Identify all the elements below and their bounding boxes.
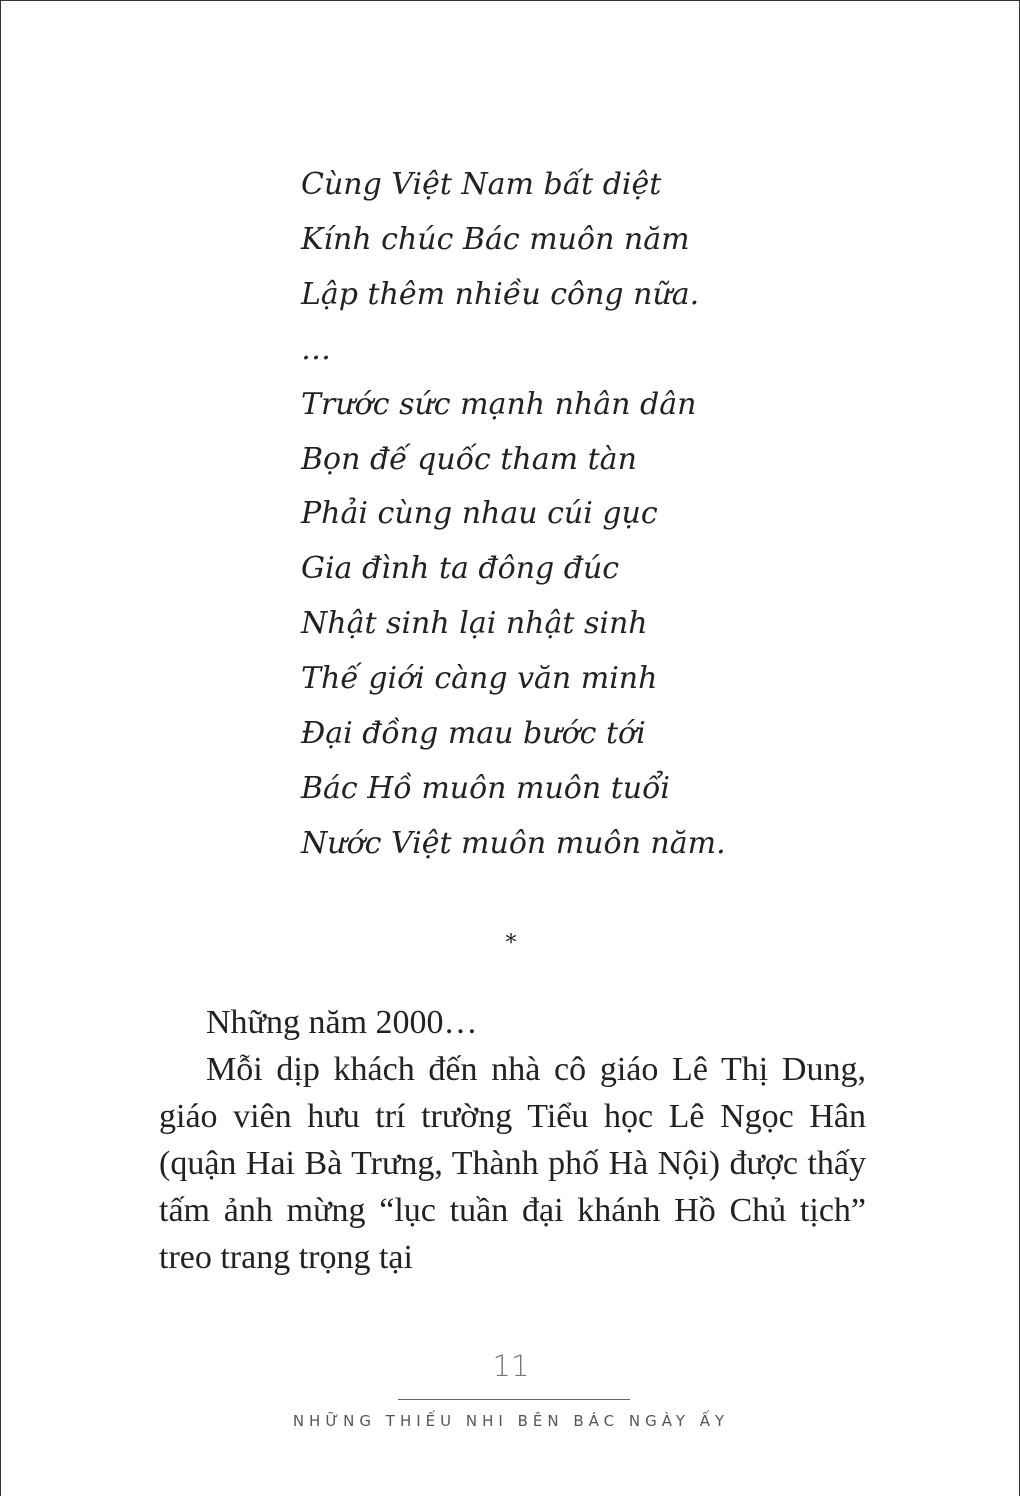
poem-line: Thế giới càng văn minh xyxy=(301,661,658,697)
body-text xyxy=(159,999,866,1281)
poem-line: Gia đình ta đông đúc xyxy=(301,551,620,587)
running-footer-title: NHỮNG THIẾU NHI BÊN BÁC NGÀY ẤY xyxy=(292,1412,730,1430)
poem-line: Bọn đế quốc tham tàn xyxy=(301,441,637,477)
page-number: 11 xyxy=(492,1349,530,1383)
poem-line: Cùng Việt Nam bất diệt xyxy=(301,167,662,202)
section-separator: * xyxy=(505,931,517,956)
poem-line: Đại đồng mau bước tới xyxy=(301,716,646,752)
poem xyxy=(301,158,726,872)
poem-line: Bác Hồ muôn muôn tuổi xyxy=(301,770,671,806)
poem-line: Kính chúc Bác muôn năm xyxy=(301,221,690,257)
poem-line: Nhật sinh lại nhật sinh xyxy=(301,606,648,642)
paragraph: Mỗi dịp khách đến nhà cô giáo Lê Thị Dung, giáo viên hưu trí trường Tiểu học Lê Ngọc Hân (quận Hai Bà Trưng, Thành phố Hà Nội) được thấy tấm ảnh mừng “lục tuần đại khánh Hồ Chủ tịch” treo trang trọng tại xyxy=(159,1051,866,1276)
poem-line: Trước sức mạnh nhân dân xyxy=(301,386,697,422)
poem-line: Lập thêm nhiều công nữa. xyxy=(301,276,700,312)
footer-divider xyxy=(398,1399,630,1400)
paragraph: Những năm 2000… xyxy=(206,1004,478,1041)
poem-line: Phải cùng nhau cúi gục xyxy=(301,496,658,532)
poem-line: Nước Việt muôn muôn năm. xyxy=(301,825,726,861)
poem-ellipsis: … xyxy=(301,331,331,367)
